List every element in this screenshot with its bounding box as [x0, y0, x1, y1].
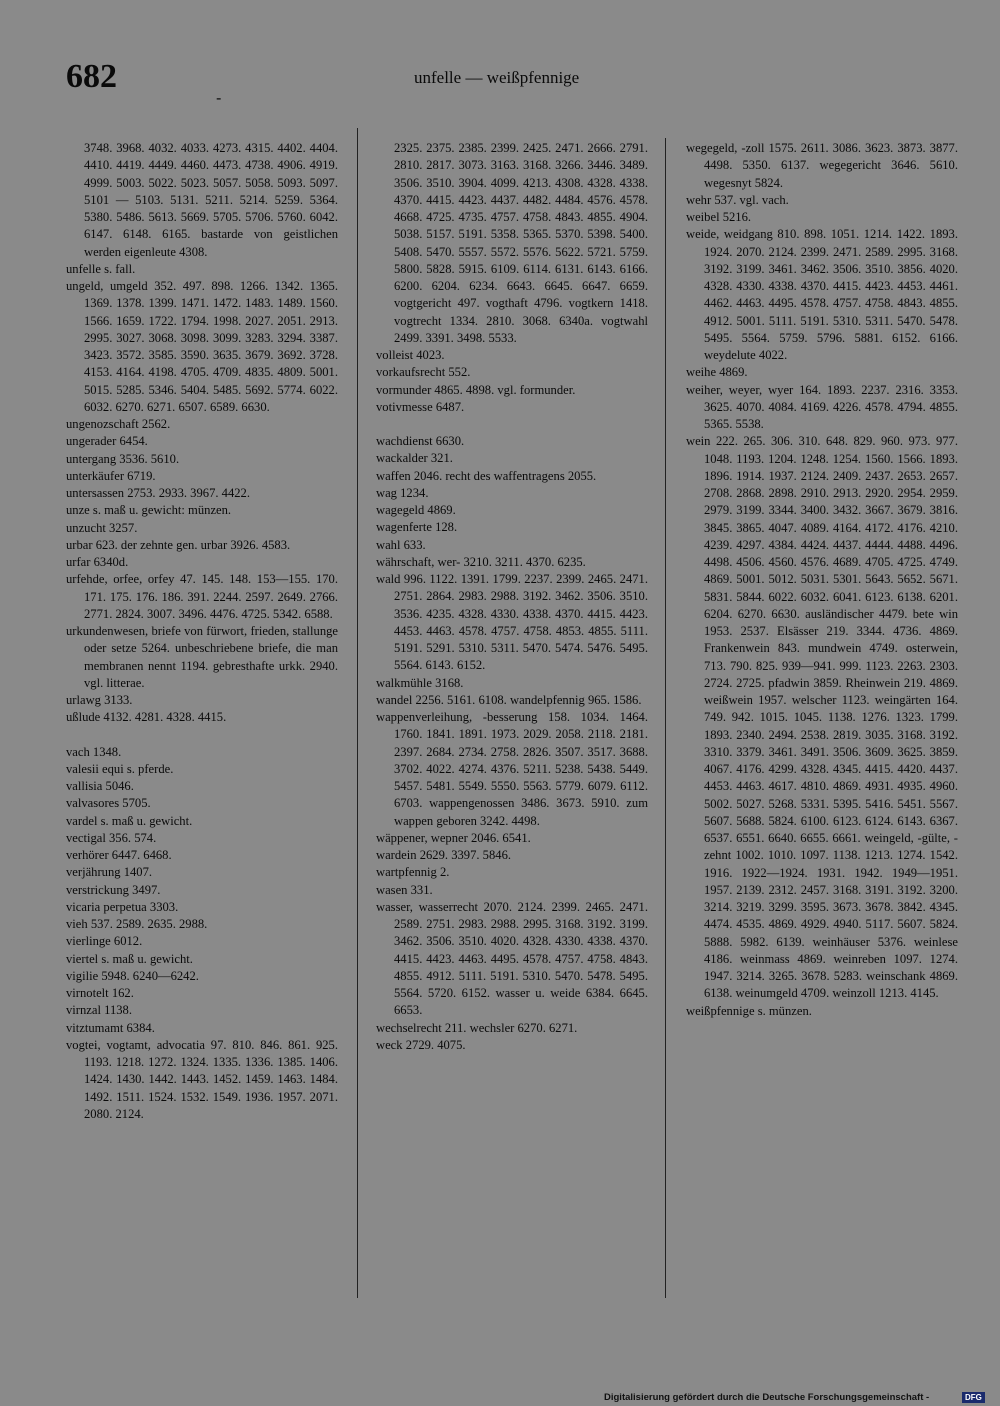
column-rule-right — [665, 138, 666, 1298]
running-head: unfelle — weißpfennige — [414, 68, 580, 87]
index-entry: wald 996. 1122. 1391. 1799. 2237. 2399. 2465. 2471. 2751. 2864. 2983. 2988. 3192. 3462. 3506. 3510. 3536. 4235. 4328. 4330. 4338. 4370. 4415. 4423. 4453. 4463. 4578. 4757. 4758. 4853. 4855. 5111. 5191. 5291. 5310. 5311. 5470. 5474. 5476. 5495. 5564. 6143. 6152. — [376, 572, 648, 673]
index-entry: wahl 633. — [376, 537, 426, 552]
index-entry: wasser, wasserrecht 2070. 2124. 2399. 2465. 2471. 2589. 2751. 2983. 2988. 2995. 3168. 3192. 3199. 3462. 3506. 3510. 4020. 4328. 4330. 4338. 4370. 4415. 4423. 4463. 4495. 4578. 4757. 4758. 4843. 4855. 4912. 5111. 5191. 5310. 5470. 5478. 5495. 5564. 5720. 6152. wasser u. weide 6384. 6645. 6653. — [376, 899, 648, 1018]
index-entry: volleist 4023. — [376, 348, 445, 362]
index-entry: urfar 6340d. — [66, 555, 129, 569]
index-entry: ungerader 6454. — [66, 434, 148, 449]
index-entry: vigilie 5948. 6240—6242. — [66, 968, 199, 983]
index-entry: vieh 537. 2589. 2635. 2988. — [66, 917, 208, 931]
index-entry: wardein 2629. 3397. 5846. — [376, 848, 512, 862]
index-entry: wachdienst 6630. — [376, 434, 465, 448]
index-entry: vorkaufsrecht 552. — [376, 365, 471, 380]
index-entry: valvasores 5705. — [66, 796, 151, 811]
index-entry: weide, weidgang 810. 898. 1051. 1214. 1422. 1893. 1924. 2070. 2124. 2399. 2471. 2589. 2995. 3168. 3192. 3199. 3461. 3462. 3506. 3510. 3856. 4020. 4328. 4330. 4338. 4370. 4415. 4423. 4453. 4461. 4462. 4463. 4495. 4578. 4757. 4758. 4843. 4855. 4912. 5001. 5111. 5191. 5310. 5311. 5470. 5478. 5495. 5564. 5759. 5796. 5881. 6152. 6166. weydelute 4022. — [686, 227, 958, 362]
index-entry: weiher, weyer, wyer 164. 1893. 2237. 2316. 3353. 3625. 4070. 4084. 4169. 4226. 4578. 4794. 4855. 5365. 5538. — [686, 382, 958, 431]
dfg-logo: DFG — [962, 1392, 985, 1403]
index-entry: wappenverleihung, -besserung 158. 1034. 1464. 1760. 1841. 1891. 1973. 2029. 2058. 2118. 2181. 2397. 2684. 2734. 2758. 2826. 3507. 3517. 3688. 3702. 4022. 4274. 4376. 5211. 5238. 5438. 5449. 5457. 5481. 5549. 5550. 5563. 5779. 6079. 6112. 6703. wappengenossen 3486. 3673. 5910. zum wappen geboren 3242. 4498. — [376, 710, 648, 828]
index-entry: wäppener, wepner 2046. 6541. — [376, 830, 531, 845]
index-entry: valesii equi s. pferde. — [66, 761, 174, 776]
index-entry: wechselrecht 211. wechsler 6270. 6271. — [376, 1020, 578, 1035]
index-entry: wehr 537. vgl. vach. — [686, 192, 789, 207]
index-entry: waffen 2046. recht des waffentragens 2055. — [376, 468, 597, 483]
index-entry: unfelle s. fall. — [66, 261, 136, 276]
index-entry: wag 1234. — [376, 485, 429, 500]
index-entry: ußlude 4132. 4281. 4328. 4415. — [66, 710, 227, 725]
index-entry: walkmühle 3168. — [376, 675, 464, 690]
footer-credit: Digitalisierung gefördert durch die Deutsche Forschungsgemeinschaft - — [604, 1392, 930, 1403]
index-entry: vach 1348. — [66, 744, 122, 759]
section-gap — [376, 416, 648, 433]
index-entry: wartpfennig 2. — [376, 865, 450, 880]
index-entry: wasen 331. — [376, 882, 433, 897]
index-entry: urlawg 3133. — [66, 693, 133, 707]
print-mark: - — [216, 88, 222, 107]
index-entry: wein 222. 265. 306. 310. 648. 829. 960. 973. 977. 1048. 1193. 1204. 1248. 1254. 1560. 1566. 1893. 1896. 1914. 1937. 2124. 2409. 2437. 2653. 2657. 2708. 2868. 2898. 2910. 2913. 2920. 2954. 2959. 2979. 3199. 3344. 3400. 3432. 3667. 3679. 3816. 3845. 3865. 4047. 4089. 4164. 4172. 4176. 4210. 4239. 4297. 4384. 4424. 4437. 4444. 4488. 4496. 4498. 4506. 4560. 4576. 4689. 4705. 4725. 4749. 4869. 5001. 5012. 5031. 5301. 5643. 5652. 5671. 5831. 5844. 6022. 6032. 6041. 6123. 6138. 6201. 6204. 6270. 6630. ausländischer 4479. bete win 1953. 2537. Elsässer 219. 3344. 4736. 4869. Frankenwein 843. mundwein 4749. osterwein, 713. 790. 825. 939—941. 999. 1123. 2263. 2303. 2724. 2725. pfadwin 3859. Rheinwein 219. 4869. weißwein 1957. welscher 1123. weingärten 164. 749. 942. 1015. 1045. 1138. 1276. 1323. 1799. 1893. 2340. 2494. 2538. 2819. 3035. 3168. 3192. 3310. 3379. 3461. 3491. 3506. 3609. 3625. 3859. 4067. 4176. 4299. 4328. 4345. 4415. 4420. 4437. 4453. 4463. 4617. 4810. 4869. 4931. 4935. 4960. 5002. 5027. 5268. 5331. 5395. 5416. 5451. 5567. 5607. 5688. 5824. 6100. 6123. 6124. 6143. 6367. 6537. 6551. 6640. 6655. 6661. weingeld, -gülte, -zehnt 1002. 1010. 1097. 1138. 1213. 1274. 1542. 1916. 1922—1924. 1931. 1942. 1949—1951. 1957. 2139. 2312. 2457. 3168. 3191. 3192. 3200. 3214. 3219. 3299. 3595. 3673. 3678. 3842. 4345. 4474. 4535. 4869. 4929. 4940. 5117. 5607. 5824. 5888. 5982. 6139. weinhäuser 5376. weinlese 4186. weinmass 4869. weinreben 1097. 1274. 1947. 3214. 3265. 3678. 5283. weinschank 4869. 6138. weinumgeld 4709. weinzoll 1213. 4145. — [686, 434, 958, 1001]
index-entry: votivmesse 6487. — [376, 399, 465, 414]
index-entry: wagegeld 4869. — [376, 503, 456, 517]
index-entry: unterkäufer 6719. — [66, 468, 156, 483]
section-gap — [66, 727, 338, 744]
index-entry: vicaria perpetua 3303. — [66, 899, 179, 914]
index-entry: wackalder 321. — [376, 451, 453, 466]
index-entry: verhörer 6447. 6468. — [66, 848, 172, 862]
index-entry: unze s. maß u. gewicht: münzen. — [66, 503, 232, 518]
index-entry: wandel 2256. 5161. 6108. wandelpfennig 965. 1586. — [376, 692, 642, 707]
index-entry: vardel s. maß u. gewicht. — [66, 813, 193, 828]
index-entry: urkundenwesen, briefe von fürwort, frieden, stallunge oder setze 5264. unbeschriebene briefe, die man membranen nennt 1194. gebresthafte urkk. 2940. vgl. litterae. — [66, 624, 338, 690]
index-entry: urbar 623. der zehnte gen. urbar 3926. 4583. — [66, 537, 291, 552]
index-entry: vormunder 4865. 4898. vgl. formunder. — [376, 382, 576, 397]
index-entry: ungeld, umgeld 352. 497. 898. 1266. 1342. 1365. 1369. 1378. 1399. 1471. 1472. 1483. 1489. 1560. 1566. 1659. 1722. 1794. 1998. 2027. 2051. 2913. 2995. 3027. 3068. 3098. 3099. 3283. 3294. 3387. 3423. 3572. 3585. 3590. 3635. 3679. 3692. 3728. 4153. 4164. 4198. 4705. 4709. 4835. 4809. 5001. 5015. 5285. 5346. 5404. 5485. 5692. 5774. 6022. 6032. 6270. 6271. 6507. 6589. 6630. — [66, 279, 338, 414]
index-entry: weibel 5216. — [686, 210, 752, 224]
index-entry: vallisia 5046. — [66, 779, 134, 793]
index-entry: virnzal 1138. — [66, 1003, 132, 1018]
index-entry: urfehde, orfee, orfey 47. 145. 148. 153—155. 170. 171. 175. 176. 186. 391. 2244. 2597. 2649. 2766. 2771. 2824. 3007. 3496. 4476. 4725. 5342. 6588. — [66, 572, 338, 621]
index-entry: vitztumamt 6384. — [66, 1020, 155, 1035]
index-entry: virnotelt 162. — [66, 986, 134, 1000]
index-entry: vectigal 356. 574. — [66, 830, 157, 845]
index-entry: 3748. 3968. 4032. 4033. 4273. 4315. 4402. 4404. 4410. 4419. 4449. 4460. 4473. 4738. 4906. 4919. 4999. 5003. 5022. 5023. 5057. 5058. 5093. 5097. 5101 — 5103. 5131. 5211. 5214. 5259. 5364. 5380. 5486. 5613. 5669. 5705. 5706. 5760. 6042. 6147. 6148. 6165. bastarde von geistlichen werden eigenleute 4308. — [84, 141, 338, 259]
index-column-1 — [66, 140, 338, 1123]
index-entry: ungenozschaft 2562. — [66, 417, 171, 431]
index-entry: weihe 4869. — [686, 365, 748, 380]
index-entry: verstrickung 3497. — [66, 882, 161, 897]
index-column-2 — [376, 140, 648, 1054]
index-column-3 — [686, 140, 958, 1020]
index-entry: untersassen 2753. 2933. 3967. 4422. — [66, 486, 250, 500]
index-entry: währschaft, wer- 3210. 3211. 4370. 6235. — [376, 554, 586, 569]
index-entry: weißpfennige s. münzen. — [686, 1003, 812, 1018]
index-entry: viertel s. maß u. gewicht. — [66, 951, 193, 966]
index-entry: unzucht 3257. — [66, 520, 138, 535]
index-entry: vogtei, vogtamt, advocatia 97. 810. 846. 861. 925. 1193. 1218. 1272. 1324. 1335. 1336. 1385. 1406. 1424. 1430. 1442. 1443. 1452. 1459. 1463. 1484. 1492. 1511. 1524. 1532. 1549. 1936. 1957. 2071. 2080. 2124. — [66, 1037, 338, 1121]
index-entry: untergang 3536. 5610. — [66, 451, 180, 466]
index-entry: 2325. 2375. 2385. 2399. 2425. 2471. 2666. 2791. 2810. 2817. 3073. 3163. 3168. 3266. 3446. 3489. 3506. 3510. 3904. 4099. 4213. 4308. 4328. 4338. 4370. 4415. 4423. 4437. 4482. 4484. 4576. 4578. 4668. 4725. 4735. 4757. 4758. 4843. 4855. 4904. 5038. 5157. 5191. 5358. 5365. 5370. 5398. 5400. 5408. 5470. 5557. 5572. 5576. 5622. 5721. 5759. 5800. 5828. 5915. 6109. 6114. 6131. 6143. 6166. 6200. 6204. 6234. 6643. 6645. 6647. 6659. vogtgericht 497. vogthaft 4796. vogtkern 1418. vogtrecht 1334. 2810. 3068. 6340a. vogtwahl 2499. 3391. 3498. 5533. — [394, 141, 648, 345]
column-rule-left — [357, 128, 358, 1298]
index-entry: weck 2729. 4075. — [376, 1037, 466, 1052]
page-number: 682 — [66, 58, 117, 95]
index-entry: wegegeld, -zoll 1575. 2611. 3086. 3623. 3873. 3877. 4498. 5350. 6137. wegegericht 3646. 5610. wegesnyt 5824. — [686, 141, 958, 190]
index-entry: vierlinge 6012. — [66, 934, 143, 949]
index-entry: verjährung 1407. — [66, 865, 153, 880]
index-entry: wagenferte 128. — [376, 520, 458, 535]
